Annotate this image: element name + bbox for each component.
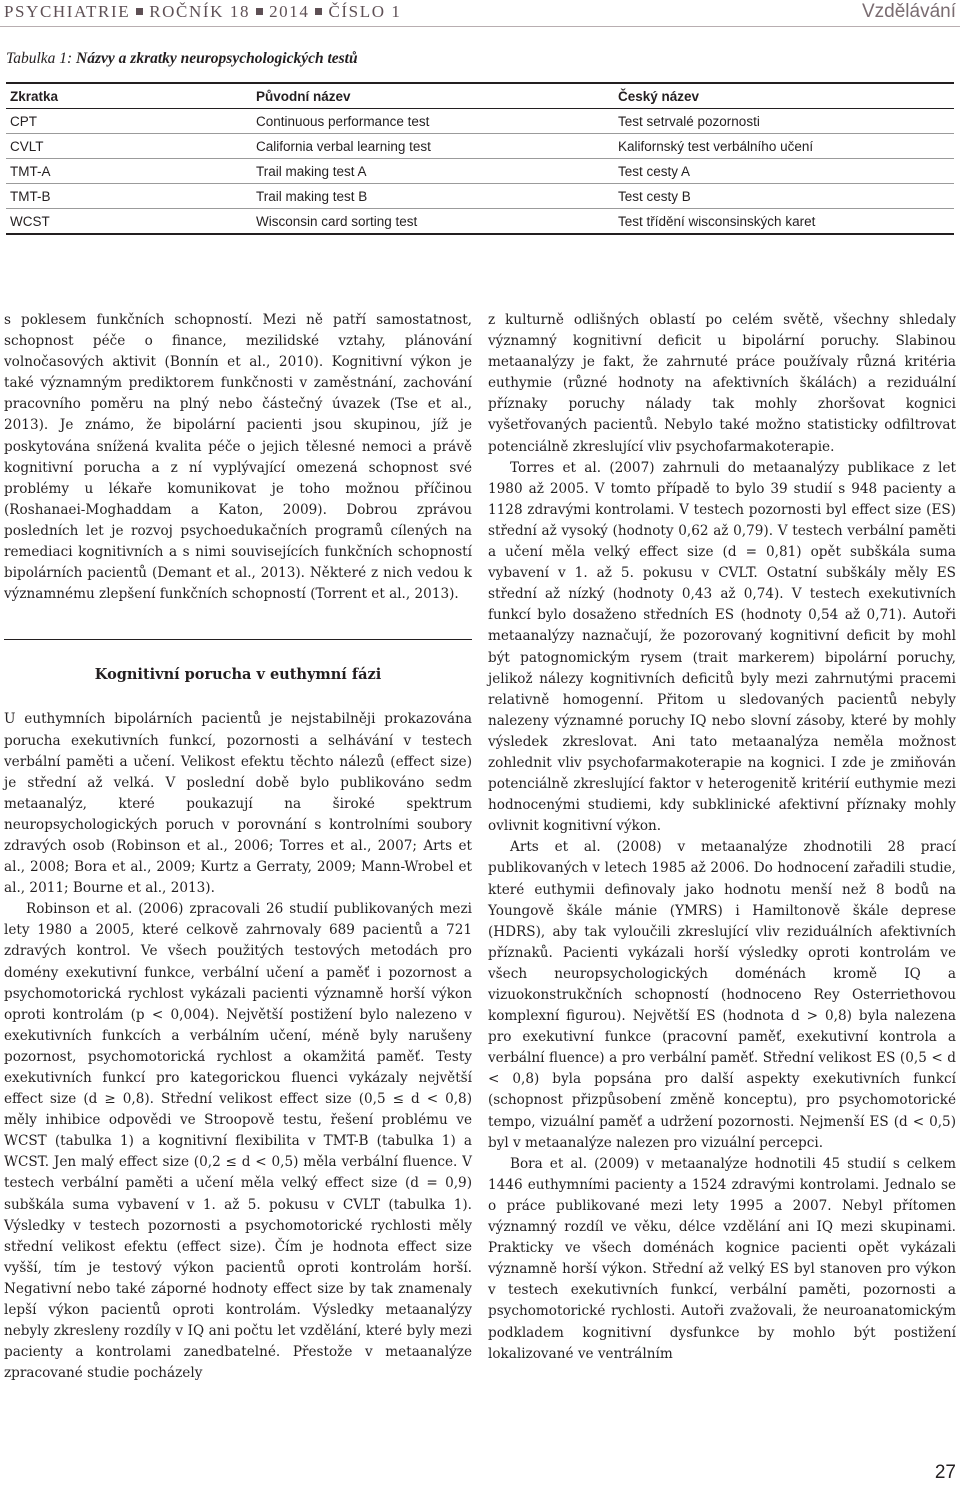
table-cell: WCST <box>10 213 50 229</box>
table-caption <box>6 50 358 68</box>
table-cell: California verbal learning test <box>256 138 431 154</box>
body-paragraph: Arts et al. (2008) v metaanalýze zhodnotili 28 prací publikovaných v letech 1985 až 2006. Do hodnocení zařadili studie, které euthymii definovaly jako hodnotu menší než 8 bodů na Youngově škále mánie (YMRS) i Hamiltonově škále deprese (HDRS), aby tak vyloučili zkreslující vliv reziduálních afektivních příznaků. Pacienti vykázali horší výsledky oproti kontrolám ve všech neuropsychologických doménách kromě IQ a vizuokonstrukčních schopností (hodnoceno Rey Osterriethovou komplexní figurou). Největší ES (hodnota d > 0,8) byla nalezena pro exekutivní funkce (pracovní paměť, exekutivní kontrola a verbální fluence) a pro verbální paměť. Střední velikost ES (0,5 < d < 0,8) byla popsána pro další aspekty exekutivních funkcí (schopnost přizpůsobení změně konceptu), pro psychomotorické tempo, vizuální paměť a udržení pozornosti. Nejmenší ES (d < 0,5) byl v metaanalýze nalezen pro vizuální percepci. <box>488 839 956 1151</box>
table-cell: Trail making test A <box>256 163 367 179</box>
journal-year: 2014 <box>269 2 310 21</box>
body-paragraph: z kulturně odlišných oblastí po celém světě, všechny shledaly významný kognitivní deficit u bipolární poruchy. Slabinou metaanalýzy je fakt, že zahrnuté práce používaly různá kritéria euthymie (různé hodnoty na afektivních škálách) a reziduální příznaky poruchy nálady tak mohly zhoršovat kognici vyšetřovaných pacientů. Nebylo také možno statisticky odfiltrovat potenciálně zkreslující vliv psychofarmakoterapie. <box>488 312 956 455</box>
table-cell: CPT <box>10 113 37 129</box>
section-divider <box>4 639 472 640</box>
table-cell: Wisconsin card sorting test <box>256 213 418 229</box>
body-paragraph: Torres et al. (2007) zahrnuli do metaanalýzy publikace z let 1980 až 2005. V tomto případě to bylo 39 studií s 948 pacienty a 1128 zdravými kontrolami. V testech pozornosti byl effect size (ES) střední až vysoký (hodnoty 0,62 až 0,79). V testech verbální paměti a učení měla velký effect size (d = 0,81) opět subškála suma vybavení v 1. až 5. pokusu v CVLT. Ostatní subškály měly ES střední až nízký (hodnoty 0,43 až 0,74). V testech exekutivních funkcí bylo dosaženo středních ES (hodnoty 0,54 až 0,71). Autoři metaanalýzy naznačují, že pozorovaný kognitivní deficit by mohl být patognomickým rysem (trait markerem) bipolární poruchy, jelikož nálezy kognitivních deficitů byly mezi zahrnutými pracemi relativně homogenní. Přitom u sledovaných pacientů nebyly nalezeny významné poruchy IQ nebo slovní zásoby, které by mohly výsledek zkreslovat. Ani tato metaanalýza neměla možnost zohlednit vliv psychofarmakoterapie na kognici. I zde je zmiňován potenciálně zkreslující faktor v heterogenitě kritérií euthymie mezi hodnocenými studiemi, kdy subklinické afektivní příznaky mohly ovlivnit kognitivní výkon. <box>488 459 956 835</box>
table-cell: Continuous performance test <box>256 113 430 129</box>
table-caption-prefix: Tabulka 1: <box>6 50 77 67</box>
body-paragraph: s poklesem funkčních schopností. Mezi ně patří samostatnost, schopnost péče o finance, mezilidské vztahy, plánování volnočasových aktivit (Bonnín et al., 2010). Kognitivní výkon je také významným prediktorem funkčnosti v zaměstnání, zachování pracovního poměru na plný nebo částečný úvazek (Tse et al., 2013). Je známo, že bipolární pacienti jsou skupinou, jíž je poskytována snížená kvalita péče o jejich tělesné nemoci a právě kognitivní porucha a z ní vyplývající omezená schopnost své problémy u lékaře komunikovat je toho možnou příčinou (Roshanaei-Moghaddam a Katon, 2009). Dobrou zprávou posledních let je rozvoj psychoedukačních programů cílených na remediaci kognitivních a s nimi souvisejících funkčních schopností bipolárních pacientů (Demant et al., 2013). Některé z nich vedou k významnému zlepšení funkčních schopností (Torrent et al., 2013). <box>4 312 472 603</box>
table-cell: Test cesty B <box>618 188 691 204</box>
table-row <box>6 209 954 235</box>
table-cell: Test setrvalé pozornosti <box>618 113 760 129</box>
table-caption-title: Názvy a zkratky neuropsychologických testů <box>76 50 358 67</box>
table-cell: Test cesty A <box>618 163 691 179</box>
left-column <box>4 310 472 1384</box>
table-row <box>6 109 954 134</box>
separator-square-icon <box>136 8 143 15</box>
column-header-original-name: Původní název <box>256 88 351 104</box>
abbreviations-table <box>6 82 954 235</box>
table-header-row <box>6 83 954 109</box>
body-paragraph: Bora et al. (2009) v metaanalýze hodnotili 45 studií s celkem 1446 euthymními pacienty a 1524 zdravými kontrolami. Jednalo se o práce publikované mezi lety 1995 a 2007. Nebyl přítomen významný rozdíl ve věku, délce vzdělání ani IQ mezi skupinami. Prakticky ve všech doménách kognice pacienti opět vykázali významně horší výkon. Střední až velký ES byl stanoven pro výkon v testech exekutivních funkcí, verbální paměti, pozornosti a psychomotorické rychlosti. Autoři zvažovali, že neuroanatomickým podkladem kognitivní dysfunkce by mohlo být postižení lokalizované ve ventrálním <box>488 1155 956 1362</box>
journal-volume: ROČNÍK 18 <box>149 2 251 21</box>
table-cell: Kalifornský test verbálního učení <box>618 138 814 154</box>
page-number: 27 <box>934 1462 956 1483</box>
column-header-abbreviation: Zkratka <box>10 88 59 104</box>
table-cell: Test třídění wisconsinských karet <box>618 213 816 229</box>
table-cell: CVLT <box>10 138 44 154</box>
table-row <box>6 134 954 159</box>
column-header-czech-name: Český název <box>618 88 700 104</box>
table-cell: TMT-B <box>10 188 51 204</box>
separator-square-icon <box>256 8 263 15</box>
table-cell: TMT-A <box>10 163 51 179</box>
table-row <box>6 184 954 209</box>
body-paragraph: Robinson et al. (2006) zpracovali 26 studií publikovaných mezi lety 1980 a 2005, které celkově zahrnovaly 689 pacientů a 721 zdravých kontrol. Ve všech použitých testových metodách pro domény exekutivní funkce, verbální učení a paměť i pozornost a psychomotorická rychlost vykázali pacienti významně horší výkon oproti kontrolám (p < 0,004). Největší postižení bylo nalezeno v exekutivních funkcích a verbálním učení, méně byly narušeny pozornost, psychomotorická rychlost a okamžitá paměť. Testy exekutivních funkcí pro kategorickou fluenci vykázaly největší effect size (d ≥ 0,8). Střední velikost effect size (0,5 ≤ d < 0,8) měly inhibice odpovědi ve Stroopově testu, řešení problému ve WCST (tabulka 1) a kognitivní flexibilita v TMT-B (tabulka 1) a WCST. Jen malý effect size (0,2 ≤ d < 0,5) měla verbální fluence. V testech verbální paměti a učení měla velký effect size (d = 0,9) subškála suma vybavení v 1. až 5. pokusu v CVLT (tabulka 1). Výsledky v testech pozornosti a psychomotorické rychlosti měly střední velikost efektu (effect size). Čím je hodnota effect size vyšší, tím je testový výkon pacientů oproti kontrolám horší. Negativní nebo také záporné hodnoty effect size by tak znamenaly lepší výkon pacientů oproti kontrolám. Výsledky metaanalýzy nebyly zkresleny rozdíly v IQ ani počtu let vzdělání, které byly mezi pacienty a kontrolami zanedbatelné. Přestože v metaanalýze zpracované studie pocházely <box>4 901 472 1382</box>
section-label: Vzdělávání <box>861 1 956 22</box>
right-column <box>488 310 956 1365</box>
journal-issue: ČÍSLO 1 <box>328 2 402 21</box>
separator-square-icon <box>315 8 322 15</box>
journal-title <box>4 2 402 22</box>
journal-name: PSYCHIATRIE <box>4 2 131 21</box>
section-heading: Kognitivní porucha v euthymní fázi <box>94 666 382 684</box>
table-row <box>6 159 954 184</box>
body-paragraph: U euthymních bipolárních pacientů je nejstabilněji prokazována porucha exekutivních funkcí, pozornosti a selhávání v testech verbální paměti a učení. Velikost efektu těchto nálezů (effect size) je střední až velká. V poslední době bylo publikováno sedm metaanalýz, které poukazují na široké spektrum neuropsychologických poruch v porovnání s kontrolními soubory zdravých osob (Robinson et al., 2006; Torres et al., 2007; Arts et al., 2008; Bora et al., 2009; Kurtz a Gerraty, 2009; Mann-Wrobel et al., 2011; Bourne et al., 2013). <box>4 711 472 897</box>
table-cell: Trail making test B <box>256 188 368 204</box>
page-header <box>0 0 960 27</box>
